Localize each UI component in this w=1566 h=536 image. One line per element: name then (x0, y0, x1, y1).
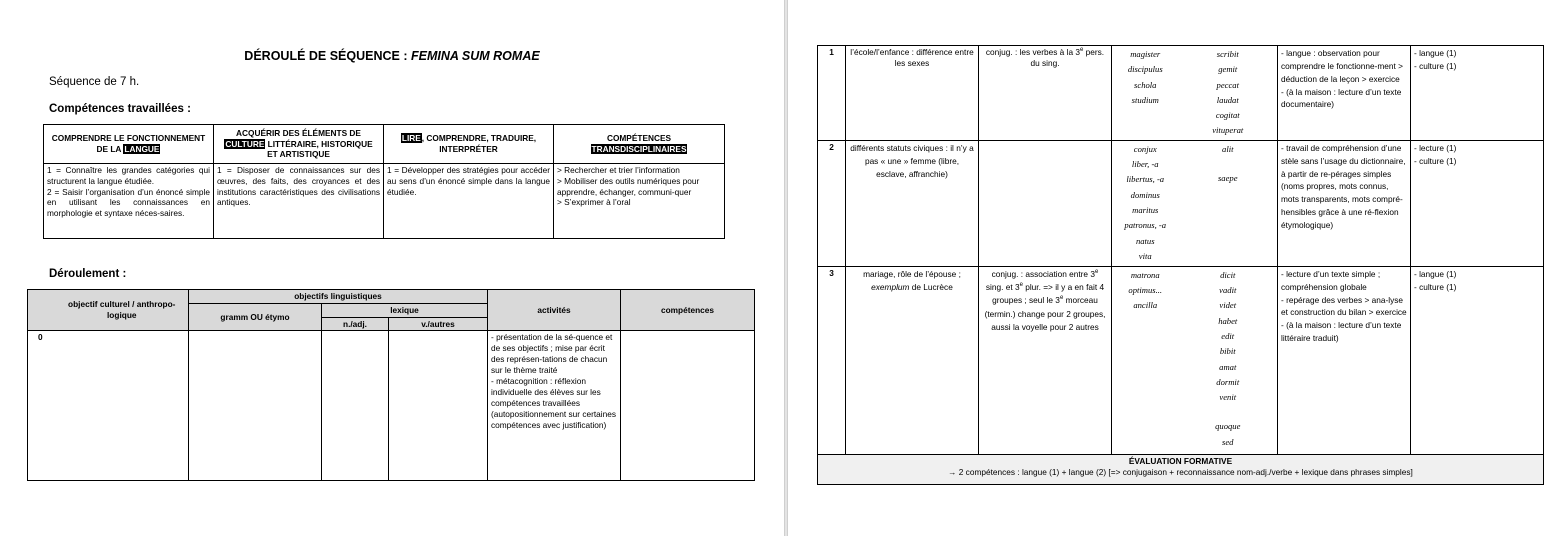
competence-header-lire: LIRE, COMPRENDRE, TRADUIRE, INTERPRÉTER (384, 125, 554, 164)
header-lexique: lexique (322, 303, 488, 317)
row-activites: - langue : observation pour comprendre le fonctionne-ment > déduction de la leçon > exercice - (à la maison : lecture d’un texte documentaire) (1278, 46, 1411, 141)
header-objectif-culturel: objectif culturel / anthropo-logique (56, 290, 189, 331)
header-num-empty (28, 290, 56, 331)
document-page-right (788, 0, 1566, 536)
competences-table (43, 124, 725, 239)
competences-heading: Compétences travaillées : (49, 103, 191, 115)
deroulement-table (27, 289, 755, 481)
competence-header-culture: ACQUÉRIR DES ÉLÉMENTS DE CULTURE LITTÉRAIRE, HISTORIQUE ET ARTISTIQUE (214, 125, 384, 164)
row-competences: - lecture (1) - culture (1) (1411, 140, 1544, 266)
competence-header-langue: COMPRENDRE LE FONCTIONNEMENT DE LA LANGUE (44, 125, 214, 164)
table-row (818, 140, 1544, 266)
row-activites: - travail de compréhension d’une stèle sans l’usage du dictionnaire, à partir de re-pérages simples (noms propres, mots connus, mots transparents, mots compré-hensibles grâce à une ré-flexion étymologique) (1278, 140, 1411, 266)
table-row (818, 46, 1544, 141)
row-gramm (979, 140, 1112, 266)
header-nadj: n./adj. (322, 317, 389, 331)
evaluation-cell (818, 454, 1544, 484)
header-vautres: v./autres (389, 317, 488, 331)
row0-num: 0 (28, 331, 56, 481)
row-verbs: alit saepe (1179, 140, 1278, 266)
deroulement-table-continued (817, 45, 1544, 485)
evaluation-text: → 2 compétences : langue (1) + langue (2) [=> conjugaison + reconnaissance nom-adj./verbe + lexique dans phrases simples] (948, 466, 1413, 477)
row-culture: l’école/l’enfance : différence entre les sexes (846, 46, 979, 141)
row0-gramm (189, 331, 322, 481)
row-competences: - langue (1) - culture (1) (1411, 46, 1544, 141)
deroulement-heading: Déroulement : (49, 268, 127, 280)
row-num: 1 (818, 46, 846, 141)
header-gramm: gramm OU étymo (189, 303, 322, 331)
header-competences: compétences (621, 290, 755, 331)
row-nadj: magister discipulus schola studium (1112, 46, 1179, 141)
evaluation-row (818, 454, 1544, 484)
row-culture: différents statuts civiques : il n’y a pas « une » femme (libre, esclave, affranchie) (846, 140, 979, 266)
row-activites: - lecture d’un texte simple ; compréhension globale - repérage des verbes > ana-lyse et construction du bilan > exercice - (à la maison : lecture d’un texte littéraire traduit) (1278, 266, 1411, 454)
header-objectifs-linguistiques: objectifs linguistiques (189, 290, 488, 304)
title-italic: FEMINA SUM ROMAE (410, 49, 540, 63)
row-nadj: conjux liber, -a libertus, -a dominus maritus patronus, -a natus vita (1112, 140, 1179, 266)
competence-cell-transdisciplinaires: > Rechercher et trier l’information > Mobiliser des outils numériques pour apprendre, échanger, communi-quer > S’exprimer à l’oral (554, 164, 725, 239)
table-row (818, 266, 1544, 454)
sequence-duration: Séquence de 7 h. (49, 76, 140, 88)
header-activites: activités (488, 290, 621, 331)
row-num: 2 (818, 140, 846, 266)
row-num: 3 (818, 266, 846, 454)
row-culture: mariage, rôle de l’épouse ; exemplum de Lucrèce (846, 266, 979, 454)
row-gramm: conjug. : les verbes à la 3e pers. du sing. (979, 46, 1112, 141)
competence-cell-culture: 1 = Disposer de connaissances sur des œuvres, des faits, des croyances et des institutions caractéristiques des civilisations antiques. (214, 164, 384, 239)
row0-vautres (389, 331, 488, 481)
row0-nadj (322, 331, 389, 481)
competence-cell-lire: 1 = Développer des stratégies pour accéder au sens d’un énoncé simple dans la langue étudiée. (384, 164, 554, 239)
row0-competences (621, 331, 755, 481)
row-gramm: conjug. : association entre 3e sing. et 3e plur. => il y a en fait 4 groupes ; seul le 3e morceau (termin.) change pour 2 groupes, aussi la voyelle pour 2 autres (979, 266, 1112, 454)
title-prefix: DÉROULÉ DE SÉQUENCE : (244, 49, 411, 63)
row-verbs: dicit vadit videt habet edit bibit amat dormit venit quoque sed (1179, 266, 1278, 454)
row-nadj: matrona optimus... ancilla (1112, 266, 1179, 454)
document-title (0, 49, 784, 63)
row-competences: - langue (1) - culture (1) (1411, 266, 1544, 454)
competence-cell-langue: 1 = Connaître les grandes catégories qui structurent la langue étudiée. 2 = Saisir l’organisation d’un énoncé simple en utilisant les connaissances en morphologie et syntaxe néces-saires. (44, 164, 214, 239)
competence-header-transdisciplinaires: COMPÉTENCES TRANSDISCIPLINAIRES (554, 125, 725, 164)
row0-culture (56, 331, 189, 481)
row-verbs: scribit gemit peccat laudat cogitat vituperat (1179, 46, 1278, 141)
evaluation-title: ÉVALUATION FORMATIVE (1128, 455, 1233, 466)
row0-activites: - présentation de la sé-quence et de ses objectifs ; mise par écrit des représen-tations de chacun sur le thème traité - métacognition : réflexion individuelle des élèves sur les compétences travaillées (autopositionnement sur certaines compétences avec justification) (488, 331, 621, 481)
